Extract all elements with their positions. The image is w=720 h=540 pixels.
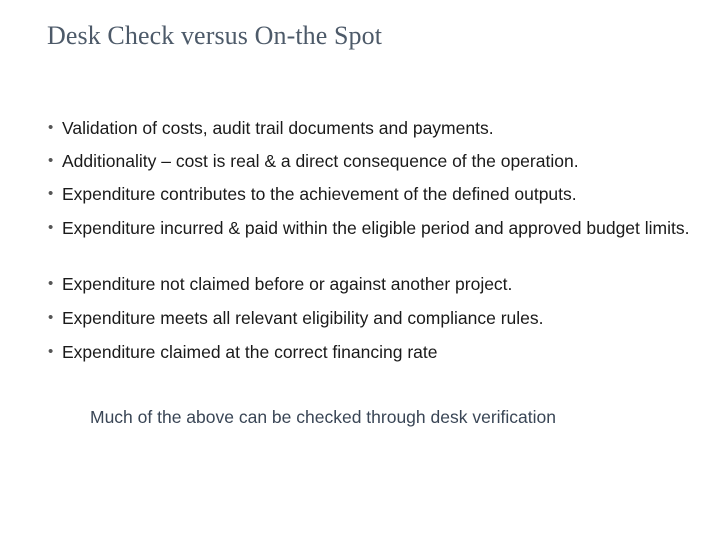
bullet-icon: • [48,185,54,202]
bullet-item [48,308,698,328]
bullet-item [48,151,698,171]
bullet-icon: • [48,152,54,169]
bullet-text: Expenditure contributes to the achievement of the defined outputs. [62,184,577,204]
bullet-icon: • [48,309,54,326]
bullet-item [48,118,698,138]
bullet-item [48,184,698,204]
bullet-text: Expenditure not claimed before or against another project. [62,274,513,294]
bullet-text: Expenditure incurred & paid within the eligible period and approved budget limits. [62,218,690,238]
bullet-text: Expenditure claimed at the correct financing rate [62,342,438,362]
bullet-text: Additionality – cost is real & a direct consequence of the operation. [62,151,579,171]
bullet-icon: • [48,275,54,292]
bullet-icon: • [48,119,54,136]
summary-note: Much of the above can be checked through desk verification [90,407,556,427]
bullet-item [48,274,698,294]
bullet-item [48,342,698,362]
bullet-text: Validation of costs, audit trail documents and payments. [62,118,494,138]
slide-title: Desk Check versus On-the Spot [47,21,383,50]
bullet-icon: • [48,219,54,236]
bullet-icon: • [48,343,54,360]
bullet-item [48,218,698,238]
bullet-text: Expenditure meets all relevant eligibility and compliance rules. [62,308,544,328]
